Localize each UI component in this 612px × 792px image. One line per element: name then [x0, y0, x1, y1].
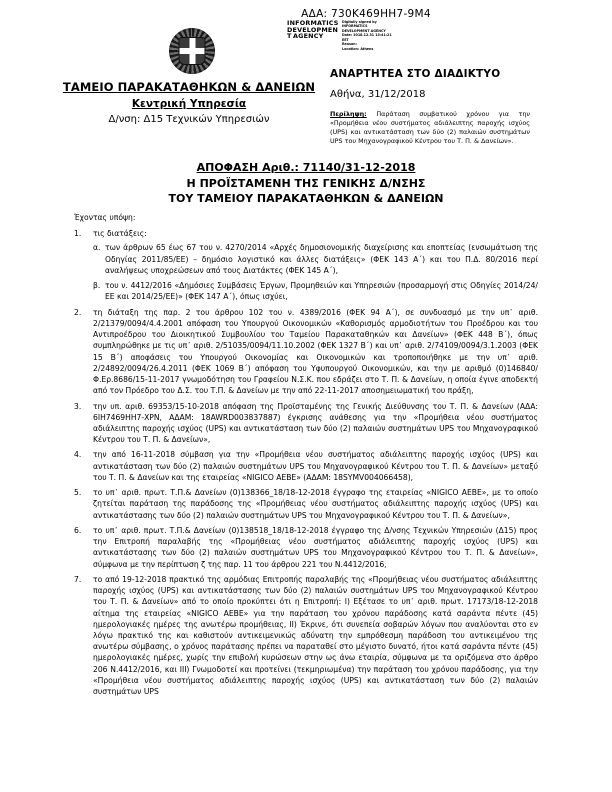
- summary-text: Παράταση συμβατικού χρόνου για την «Προμήθεια νέου συστήματος αδιάλειπτης παροχής ισχύος (UPS) και αντικατάσταση των δύο (2) παλαιών συστημάτων UPS του Μηχανογραφικού Κέντρου του Τ. Π. & Δανείων».: [330, 110, 530, 146]
- summary-label: Περίληψη:: [330, 110, 367, 118]
- signature-detail-line-7: Location: Athens: [342, 46, 374, 51]
- preamble-intro: Έχοντας υπόψη:: [74, 213, 136, 222]
- list-item: [74, 401, 538, 446]
- signature-detail-line-5: EET: [342, 37, 349, 42]
- organization-subtitle: Κεντρική Υπηρεσία: [131, 97, 247, 110]
- item-marker: 1.: [74, 229, 82, 239]
- decision-number: ΑΠΟΦΑΣΗ Αριθ.: 71140/31-12-2018: [196, 161, 416, 174]
- list-item: [74, 487, 538, 521]
- organization-title: ΤΑΜΕΙΟ ΠΑΡΑΚΑΤΑΘΗΚΩΝ & ΔΑΝΕΙΩΝ: [62, 80, 316, 94]
- item-marker: 6.: [74, 525, 82, 535]
- signature-detail-line-4: Date: 2018.12.31 13:41:21: [342, 33, 392, 38]
- signature-detail-line-1: Digitally signed by: [342, 20, 377, 24]
- summary-block: [330, 110, 530, 146]
- item3-text: την υπ. αριθ. 69353/15-10-2018 απόφαση της Προϊσταμένης της Γενικής Διεύθυνσης του Τ. Π. & Δανείων (ΑΔΑ: 6ΙΗ7469ΗΗ7-ΧΡΝ, ΑΔΑΜ: 18AWRD003837887) έγκρισης ανάθεσης για την «Προμήθεια νέου συστήματος αδιάλειπτης παροχής ισχύος (UPS) και αντικατάσταση των δύο (2) παλαιών συστημάτων UPS του Μηχανογραφικού Κέντρου του Τ. Π. & Δανείων»,: [93, 401, 538, 445]
- item-marker: β.: [93, 281, 101, 291]
- ada-reference-number: ΑΔΑ: 730Κ469ΗΗ7-9Μ4: [301, 8, 431, 20]
- item6-text: το υπ᾽ αριθ. πρωτ. Τ.Π.& Δανείων (0)138518_18/18-12-2018 έγγραφο της Δ/νσης Τεχνικών Υπηρεσιών (Δ15) προς την Επιτροπή παραλαβής της «Προμήθειας νέου συστήματος αδιάλειπτης παροχής ισχύος (UPS) και αντικατάστασης των δύο (2) παλαιών συστημάτων UPS του Μηχανογραφικού Κέντρου του Τ. Π. & Δανείων», σύμφωνα με την περίπτωση ζ της παρ. 11 του άρθρου 221 του Ν.4412/2016,: [93, 525, 538, 569]
- signature-agency-line-1: INFORMATICS: [287, 19, 339, 27]
- list-item: [74, 307, 538, 397]
- item7-text: το από 19-12-2018 πρακτικό της αρμόδιας Επιτροπής παραλαβής της «Προμήθειας νέου συστήματος αδιάλειπτης παροχής ισχύος (UPS) και αντικατάστασης των δύο (2) παλαιών συστημάτων UPS του Μηχανογραφικού Κέντρου του Τ. Π. & Δανείων» από το οποίο προκύπτει ότι η Επιτροπή: Ι) Εξέτασε το υπ᾽ αριθ. πρωτ. 17173/18-12-2018 αίτημα της εταιρείας «NIGICO ΑΕΒΕ» για την παράταση του χρόνου παράδοσης κατά σαράντα πέντε (45) ημερολογιακές ημέρες της ανωτέρω προμήθειας, ΙΙ) Έκρινε, ότι συνεπεία σοβαρών λόγων που αναλύονται στο εν λόγω πρακτικό της και καθιστούν αντικειμενικώς αδύνατη την εμπρόθεσμη παράδοση του αντικειμένου της ανωτέρω σύμβασης, ο χρόνος παράτασης πρέπει να παραταθεί στο μέγιστο δυνατό, ήτοι κατά σαράντα πέντε (45) ημερολογιακές ημέρες, χωρίς την επιβολή κυρώσεων στην ως άνω εταιρία, σύμφωνα με τα οριζόμενα στο άρθρο 206 Ν.4412/2016, και ΙΙΙ) Γνωμοδοτεί και προτείνει (τεκμηριωμένα) την παράταση του χρόνου παράδοσης, για την «Προμήθεια νέου συστήματος αδιάλειπτης παροχής ισχύος (UPS) και αντικατάσταση των δύο (2) παλαιών συστημάτων UPS: [93, 574, 538, 697]
- item4-text: την από 16-11-2018 σύμβαση για την «Προμήθεια νέου συστήματος αδιάλειπτης παροχής ισχύος (UPS) και αντικατάσταση των δύο (2) παλαιών συστημάτων UPS του Μηχανογραφικού Κέντρου του Τ. Π. & Δανείων» μεταξύ του Τ. Π. & Δανείων και της εταιρείας «NIGICO ΑΕΒΕ» (ΑΔΑΜ: 18SYMV004066458),: [93, 450, 538, 482]
- item1-b-text: του ν. 4412/2016 «Δημόσιες Συμβάσεις Έργων, Προμηθειών και Υπηρεσιών (προσαρμογή στις Οδηγίες 2014/24/ΕΕ και 2014/25/ΕΕ)» (ΦΕΚ 147 Α΄), όπως ισχύει,: [105, 281, 538, 302]
- item-marker: 7.: [74, 574, 82, 584]
- digital-signature-stamp: [287, 20, 404, 51]
- publication-header: [330, 68, 530, 146]
- list-item: [74, 525, 538, 570]
- decision-authority-line-2: ΤΟΥ ΤΑΜΕΙΟΥ ΠΑΡΑΚΑΤΑΘΗΚΩΝ & ΔΑΝΕΙΩΝ: [168, 192, 444, 206]
- document-body: [74, 212, 538, 701]
- item-marker: 4.: [74, 450, 82, 460]
- list-item: [93, 242, 538, 276]
- signature-agency-name: [287, 20, 339, 40]
- list-item: [74, 574, 538, 698]
- item5-text: το υπ᾽ αριθ. πρωτ. Τ.Π.& Δανείων (0)138366_18/18-12-2018 έγγραφο της εταιρείας «NIGICO ΑΕΒΕ», με το οποίο ζητείται παράταση της παράδοσης της «Προμήθειας νέου συστήματος αδιάλειπτης παροχής ισχύος (UPS) και αντικατάστασης των δύο (2) παλαιών συστημάτων UPS του Μηχανογραφικού Κέντρου του Τ. Π. & Δανείων»,: [93, 488, 538, 520]
- item1-lead: τις διατάξεις:: [93, 229, 147, 239]
- item-marker: 3.: [74, 401, 82, 411]
- organization-directorate: Δ/νση: Δ15 Τεχνικών Υπηρεσιών: [108, 114, 270, 126]
- city-and-date: Αθήνα, 31/12/2018: [330, 89, 426, 100]
- item1-a-text: των άρθρων 65 έως 67 του ν. 4270/2014 «Αρχές δημοσιονομικής διαχείρισης και εποπτείας (ενσωμάτωση της Οδηγίας 2011/85/ΕΕ) – δημόσιο λογιστικό και άλλες διατάξεις» (ΦΕΚ 143 Α΄) και του Π.Δ. 80/2016 περί αναλήψεως υποχρεώσεων από τους Διατάκτες (ΦΕΚ 145 Α΄),: [105, 243, 538, 275]
- item-marker: α.: [93, 243, 101, 253]
- considerations-list: [74, 228, 538, 697]
- list-item: [74, 449, 538, 483]
- publication-heading: ΑΝΑΡΤΗΤΕΑ ΣΤΟ ΔΙΑΔΙΚΤΥΟ: [330, 68, 501, 80]
- signature-agency-line-3: T AGENCY: [287, 32, 324, 41]
- item2-text: τη διάταξη της παρ. 2 του άρθρου 102 του ν. 4389/2016 (ΦΕΚ 94 Α΄), σε συνδυασμό με την υπ᾽ αριθ. 2/21379/0094/4.4.2001 απόφαση του Υπουργού Οικονομικών «Καθορισμός αρμοδιοτήτων του Προέδρου και του Αντιπροέδρου του Διοικητικού Συμβουλίου του Ταμείου Παρακαταθηκών και Δανείων» (ΦΕΚ 448 Β΄), όπως συμπληρώθηκε με τις υπ᾽ αριθ. 2/51035/0094/11.10.2002 (ΦΕΚ 1327 Β΄) και υπ᾽ αριθ. 2/74109/0094/3.1.2003 (ΦΕΚ 15 Β΄) αποφάσεις του Υπουργού Οικονομίας και Οικονομικών και τροποποιήθηκε με την υπ᾽ αριθ. 2/24892/0094/26.4.2011 (ΦΕΚ 1069 Β΄) απόφαση του Υφυπουργού Οικονομικών, και την με αριθμό (0)146840/Φ.Ερ.8686/15-11-2017 γνωμοδότηση του Γραφείου Ν.Σ.Κ. που εδράζει στο Τ. Π. & Δανείων, η οποία έγινε αποδεκτή από τον Πρόεδρο του Δ.Σ. του Τ.Π. & Δανείων με την από 22-11-2017 αποσημειωματική του πράξη,: [93, 307, 538, 396]
- signature-detail-line-6: Reason:: [342, 42, 357, 47]
- list-item: [93, 280, 538, 302]
- list-item: [74, 228, 538, 302]
- signature-details: [342, 20, 404, 51]
- signature-detail-line-3: DEVELOPMENT AGENCY: [342, 28, 386, 33]
- item1-sublist: [93, 242, 538, 302]
- decision-authority-line-1: Η ΠΡΟΪΣΤΑΜΕΝΗ ΤΗΣ ΓΕΝΙΚΗΣ Δ/ΝΣΗΣ: [186, 176, 426, 190]
- signature-agency-line-2: DEVELOPMEN: [287, 25, 339, 34]
- item-marker: 5.: [74, 488, 82, 498]
- hellenic-republic-emblem-icon: [169, 28, 215, 74]
- item-marker: 2.: [74, 307, 82, 317]
- organization-header: [60, 80, 318, 127]
- signature-detail-line-2: INFORMATICS: [342, 24, 368, 29]
- decision-title-block: [0, 160, 612, 207]
